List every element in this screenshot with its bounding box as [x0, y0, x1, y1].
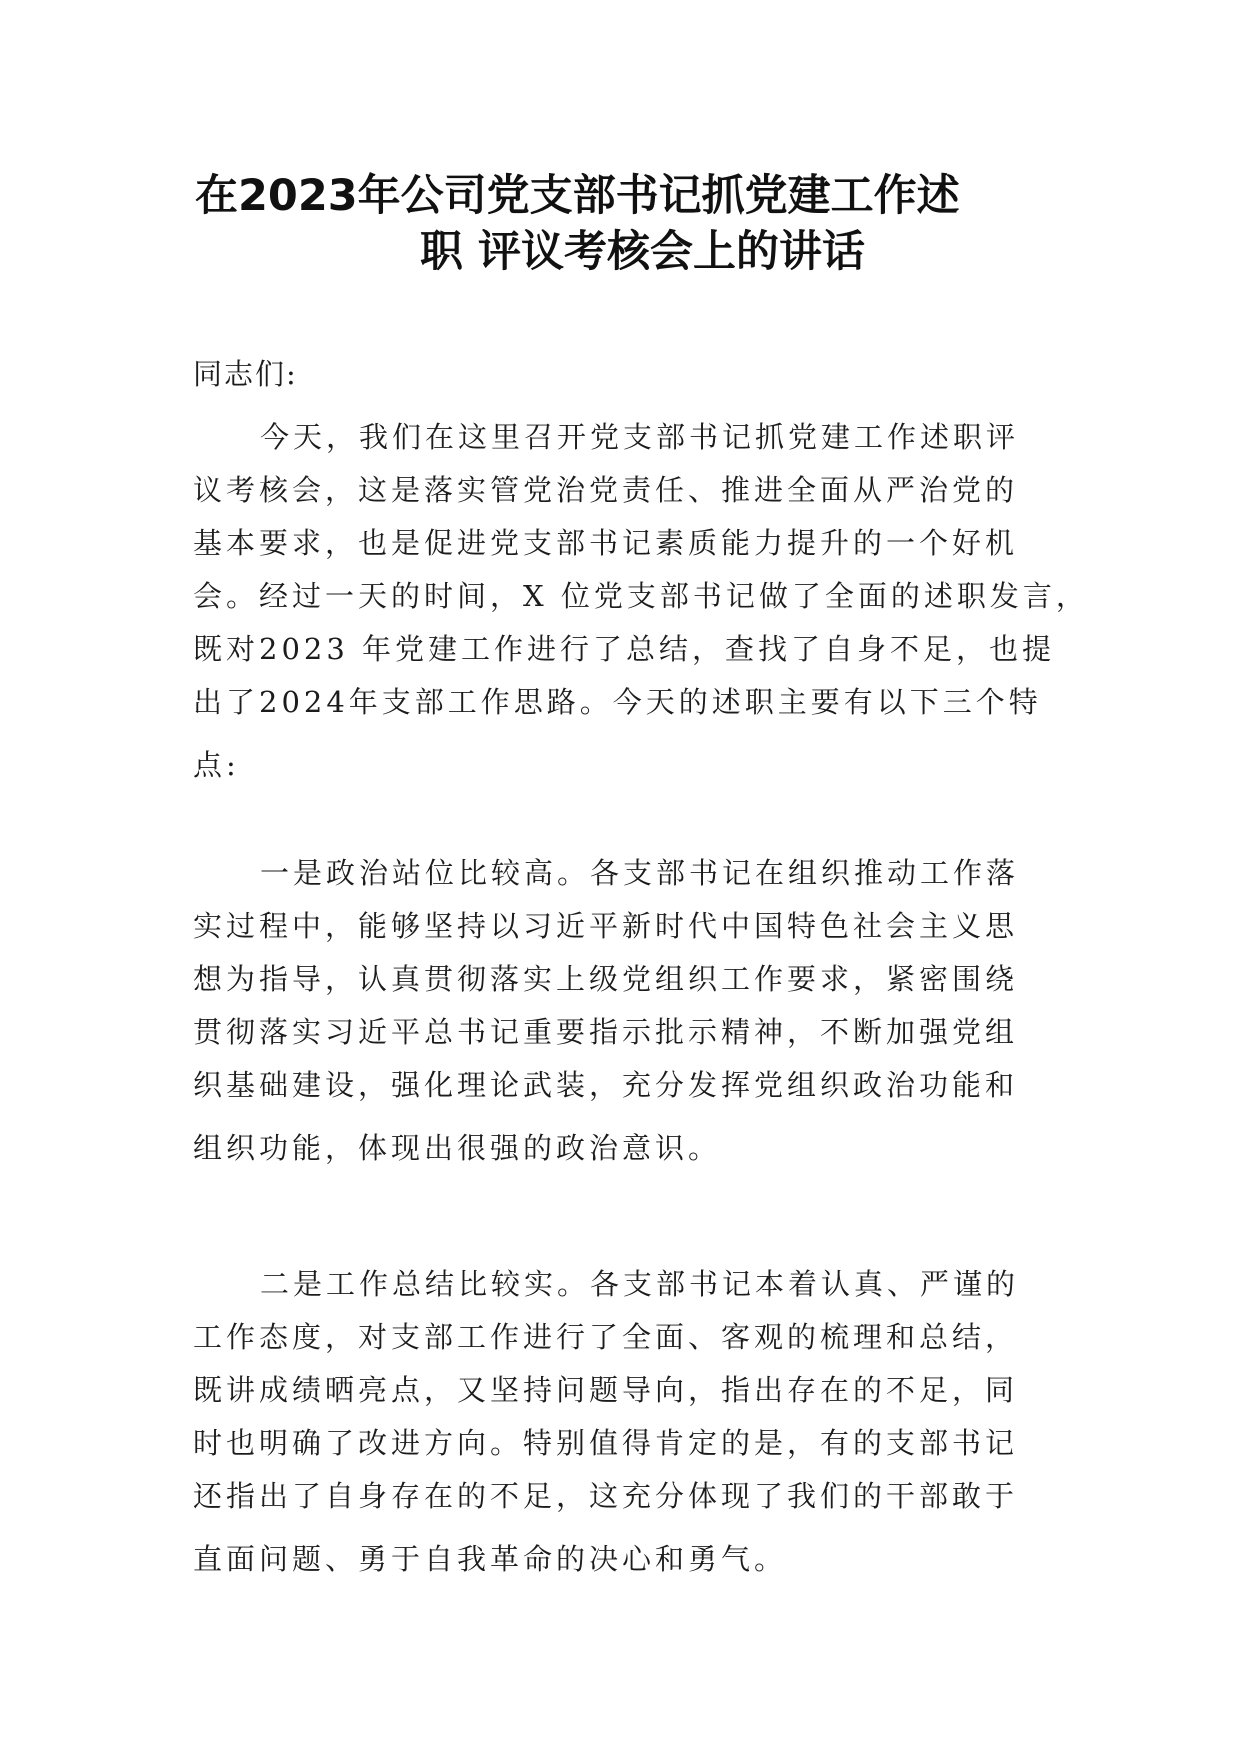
paragraph-line: 直面问题、勇于自我革命的决心和勇气。 — [193, 1542, 788, 1576]
paragraph-line: 出了2024年支部工作思路。今天的述职主要有以下三个特 — [193, 685, 1042, 719]
paragraph-line: 时也明确了改进方向。特别值得肯定的是，有的支部书记 — [193, 1426, 1019, 1460]
paragraph-line: 今天，我们在这里召开党支部书记抓党建工作述职评 — [260, 420, 1020, 454]
paragraph-3 — [193, 1258, 1073, 1586]
paragraph-line: 议考核会，这是落实管党治党责任、推进全面从严治党的 — [193, 473, 1019, 507]
paragraph-line: 二是工作总结比较实。各支部书记本着认真、严谨的 — [260, 1267, 1020, 1301]
paragraph-1 — [193, 411, 1089, 792]
paragraph-line: 既对2023 年党建工作进行了总结，查找了自身不足，也提 — [193, 632, 1056, 666]
paragraph-line: 工作态度，对支部工作进行了全面、客观的梳理和总结， — [193, 1320, 1019, 1354]
paragraph-line: 点: — [193, 748, 240, 782]
title-line: 职 评议考核会上的讲话 — [420, 227, 865, 277]
paragraph-line: 实过程中，能够坚持以习近平新时代中国特色社会主义思 — [193, 909, 1019, 943]
paragraph-2 — [193, 847, 1073, 1175]
paragraph-line: 基本要求，也是促进党支部书记素质能力提升的一个好机 — [193, 526, 1019, 560]
paragraph-line: 织基础建设，强化理论武装，充分发挥党组织政治功能和 — [193, 1068, 1019, 1102]
title-line: 在2023年公司党支部书记抓党建工作述 — [195, 171, 960, 221]
paragraph-line: 一是政治站位比较高。各支部书记在组织推动工作落 — [260, 856, 1020, 890]
paragraph-line: 会。经过一天的时间，X 位党支部书记做了全面的述职发言， — [193, 579, 1089, 613]
salutation: 同志们: — [193, 357, 298, 391]
document-title — [150, 168, 1090, 280]
paragraph-line: 组织功能，体现出很强的政治意识。 — [193, 1131, 722, 1165]
paragraph-line: 想为指导，认真贯彻落实上级党组织工作要求，紧密围绕 — [193, 962, 1019, 996]
paragraph-line: 既讲成绩晒亮点，又坚持问题导向，指出存在的不足，同 — [193, 1373, 1019, 1407]
paragraph-line: 贯彻落实习近平总书记重要指示批示精神，不断加强党组 — [193, 1015, 1019, 1049]
paragraph-line: 还指出了自身存在的不足，这充分体现了我们的干部敢于 — [193, 1479, 1019, 1513]
